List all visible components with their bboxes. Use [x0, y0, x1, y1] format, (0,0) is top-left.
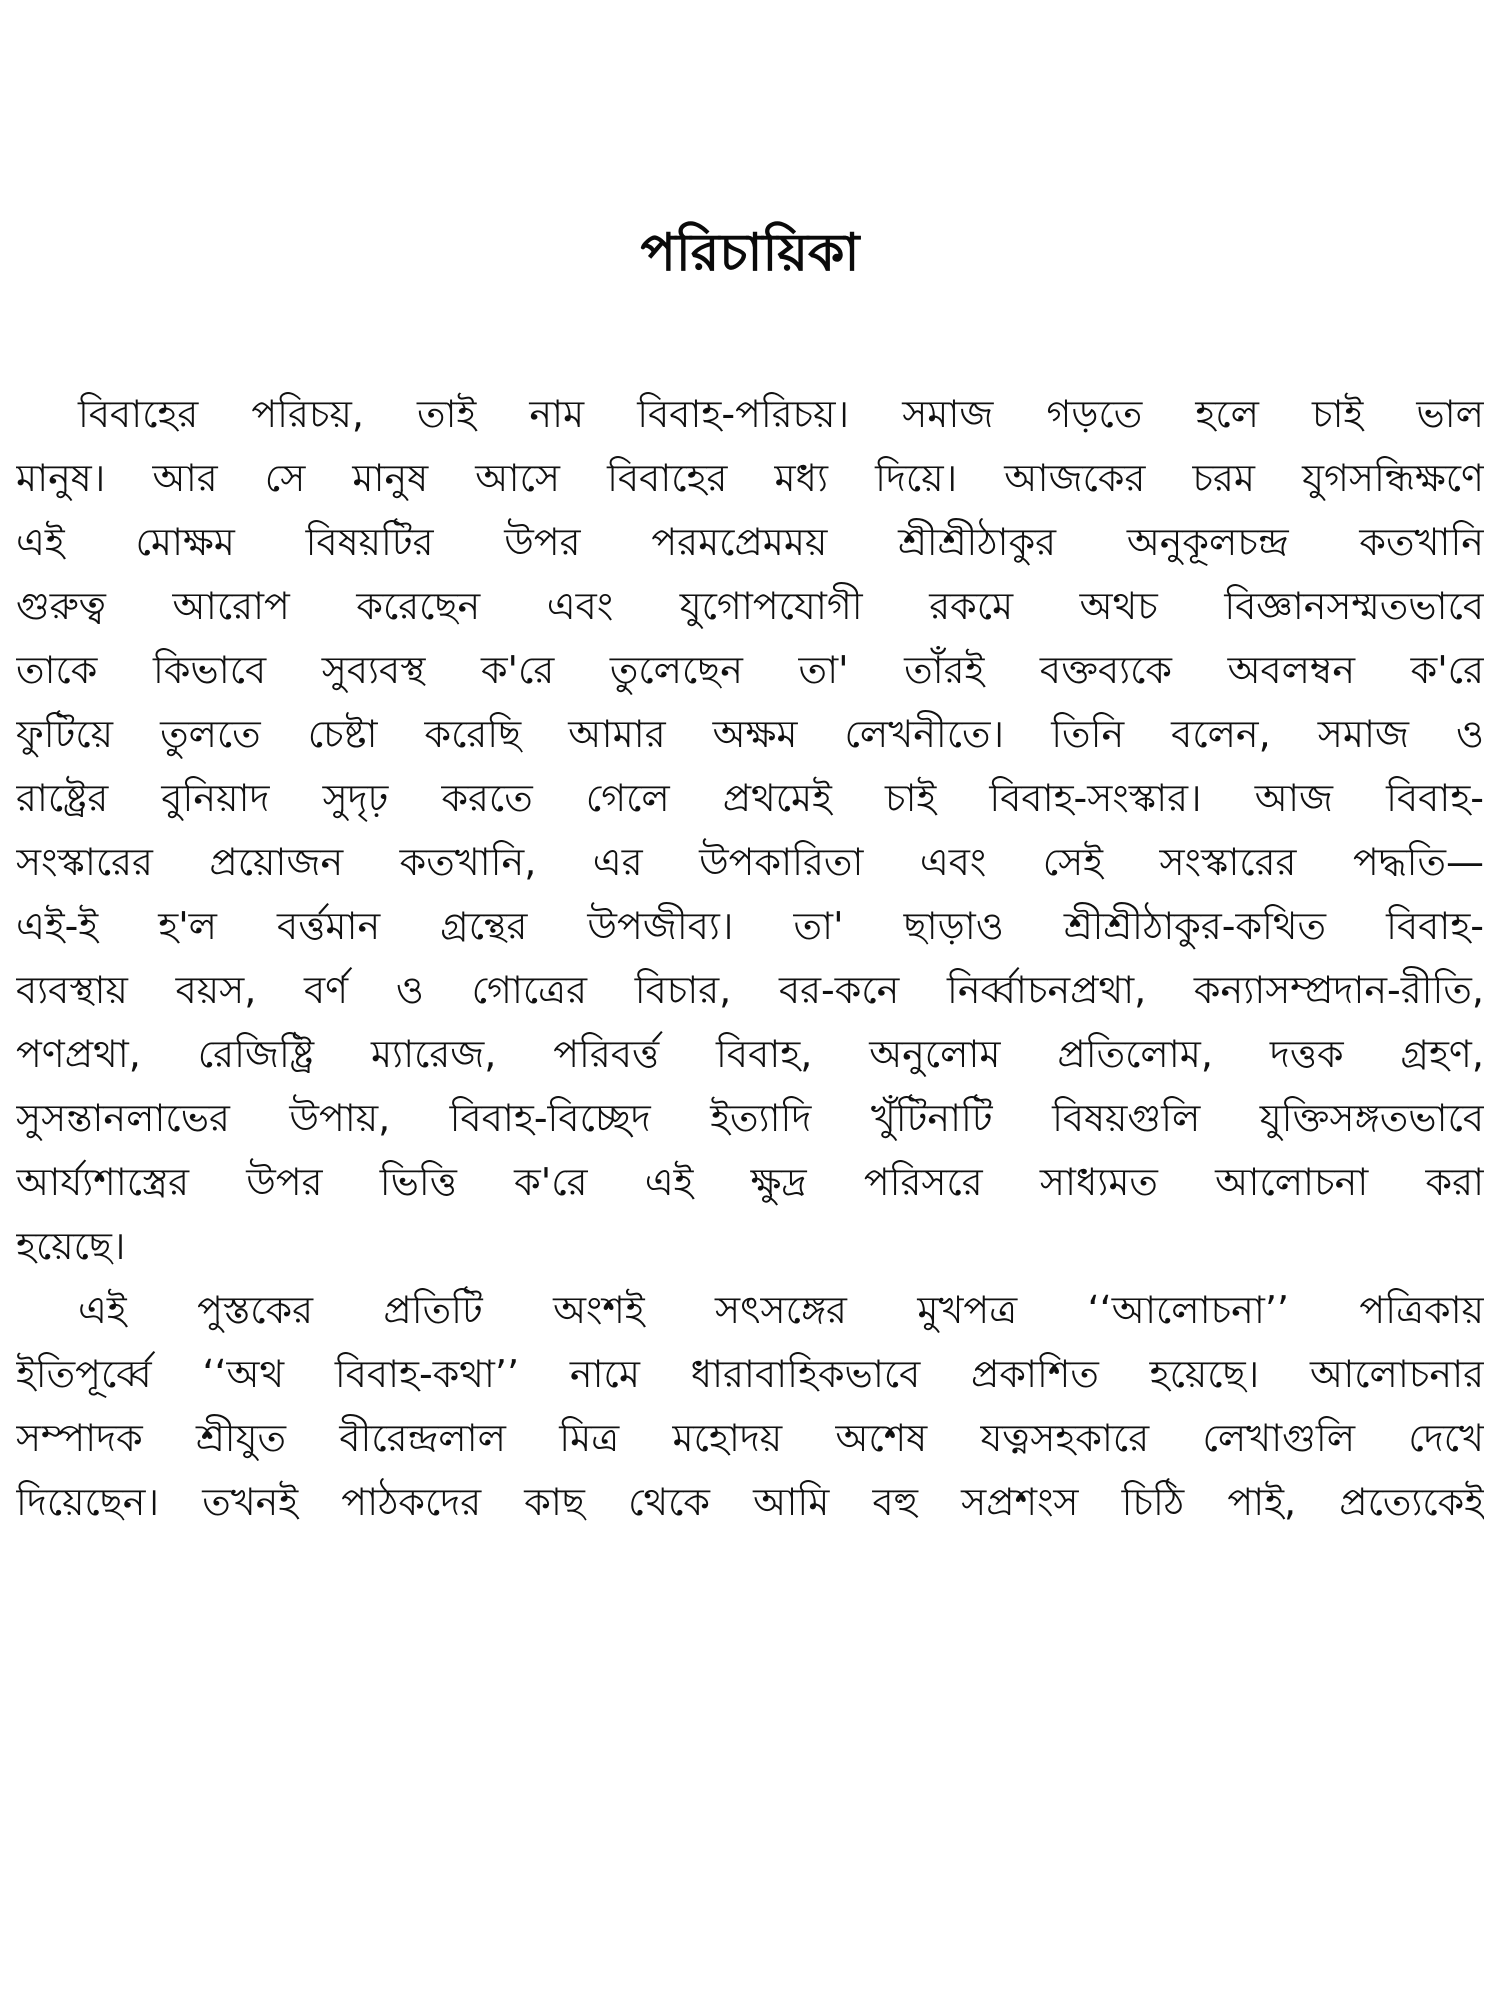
paragraph-1-line-12: সুসন্তানলাভের উপায়, বিবাহ-বিচ্ছেদ ইত্যাদি খুঁটিনাটি বিষয়গুলি যুক্তিসঙ্গতভাবে [16, 1096, 1484, 1140]
paragraph-2-line-1: এই পুস্তকের প্রতিটি অংশই সৎসঙ্গের মুখপত্র ‘‘আলোচনা’’ পত্রিকায় [78, 1288, 1484, 1332]
paragraph-1-line-1: বিবাহের পরিচয়, তাই নাম বিবাহ-পরিচয়। সমাজ গড়তে হলে চাই ভাল [78, 392, 1484, 436]
paragraph-1-line-10: ব্যবস্থায় বয়স, বর্ণ ও গোত্রের বিচার, বর-কনে নির্ব্বাচনপ্রথা, কন্যাসম্প্রদান-রীতি, [16, 968, 1484, 1012]
paragraph-1-line-5: তাকে কিভাবে সুব্যবস্থ ক'রে তুলেছেন তা' তাঁরই বক্তব্যকে অবলম্বন ক'রে [16, 648, 1484, 692]
paragraph-2-line-3: সম্পাদক শ্রীযুত বীরেন্দ্রলাল মিত্র মহোদয় অশেষ যত্নসহকারে লেখাগুলি দেখে [16, 1416, 1484, 1460]
paragraph-1-line-14: হয়েছে। [16, 1224, 126, 1268]
paragraph-1-line-6: ফুটিয়ে তুলতে চেষ্টা করেছি আমার অক্ষম লেখনীতে। তিনি বলেন, সমাজ ও [16, 712, 1484, 756]
body-text [16, 382, 1484, 1534]
paragraph-1-line-8: সংস্কারের প্রয়োজন কতখানি, এর উপকারিতা এবং সেই সংস্কারের পদ্ধতি— [16, 840, 1484, 884]
paragraph-1-line-9: এই-ই হ'ল বর্ত্তমান গ্রন্থের উপজীব্য। তা' ছাড়াও শ্রীশ্রীঠাকুর-কথিত বিবাহ- [16, 904, 1484, 948]
paragraph-1-line-13: আর্য্যশাস্ত্রের উপর ভিত্তি ক'রে এই ক্ষুদ্র পরিসরে সাধ্যমত আলোচনা করা [16, 1160, 1484, 1204]
paragraph-1-line-4: গুরুত্ব আরোপ করেছেন এবং যুগোপযোগী রকমে অথচ বিজ্ঞানসম্মতভাবে [16, 584, 1484, 628]
paragraph-1-line-2: মানুষ। আর সে মানুষ আসে বিবাহের মধ্য দিয়ে। আজকের চরম যুগসন্ধিক্ষণে [16, 456, 1484, 500]
paragraph-1-line-11: পণপ্রথা, রেজিষ্ট্রি ম্যারেজ, পরিবর্ত্ত বিবাহ, অনুলোম প্রতিলোম, দত্তক গ্রহণ, [16, 1032, 1484, 1076]
paragraph-2-line-4: দিয়েছেন। তখনই পাঠকদের কাছ থেকে আমি বহু সপ্রশংস চিঠি পাই, প্রত্যেকেই [16, 1480, 1484, 1524]
paragraph-2-line-2: ইতিপূর্ব্বে ‘‘অথ বিবাহ-কথা’’ নামে ধারাবাহিকভাবে প্রকাশিত হয়েছে। আলোচনার [16, 1352, 1484, 1396]
paragraph-1-line-7: রাষ্ট্রের বুনিয়াদ সুদৃঢ় করতে গেলে প্রথমেই চাই বিবাহ-সংস্কার। আজ বিবাহ- [16, 776, 1484, 820]
paragraph-1-line-3: এই মোক্ষম বিষয়টির উপর পরমপ্রেমময় শ্রীশ্রীঠাকুর অনুকূলচন্দ্র কতখানি [16, 520, 1484, 564]
page-title: পরিচায়িকা [640, 222, 860, 283]
